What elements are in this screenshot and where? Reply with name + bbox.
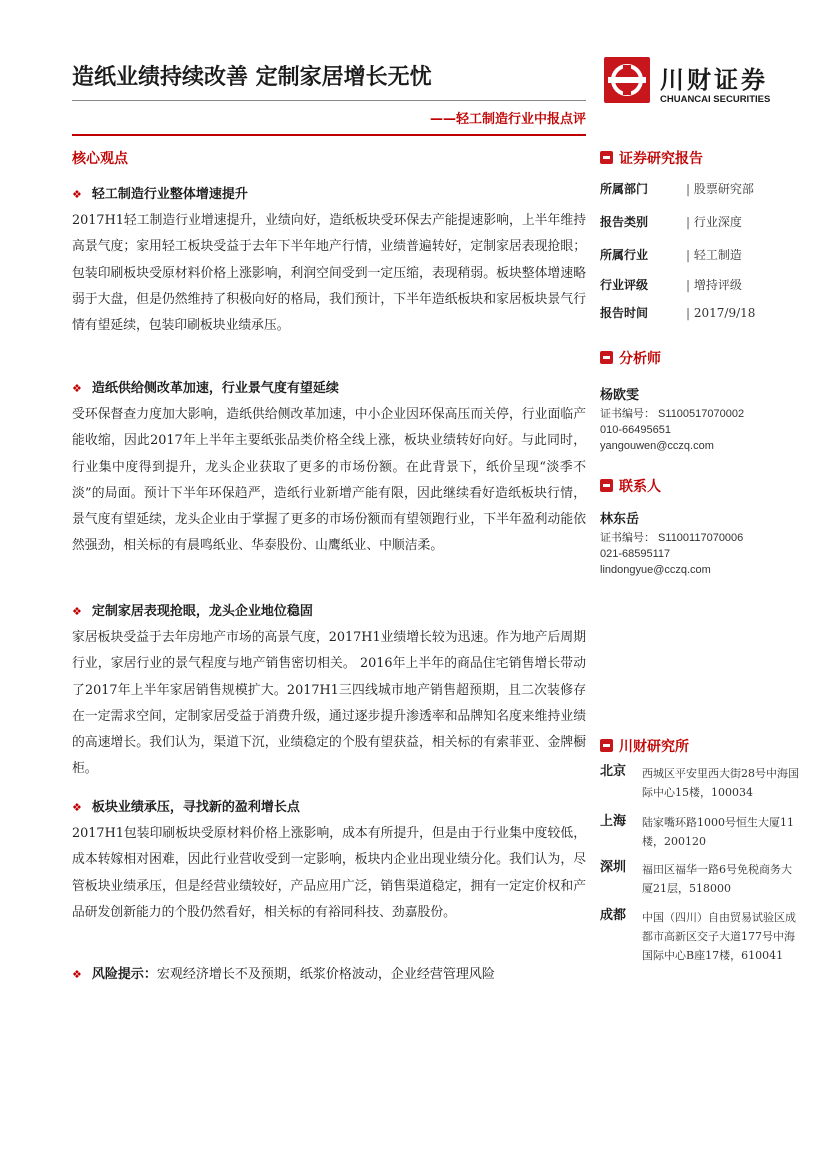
- report-title: 造纸业绩持续改善 定制家居增长无忧: [72, 65, 432, 90]
- risk-warning: ❖ 风险提示：宏观经济增长不及预期，纸浆价格波动，企业经营管理风险: [72, 967, 495, 982]
- analyst-phone: 010-66495651: [600, 424, 671, 436]
- analyst-cert: 证书编号： S1100517070002: [600, 408, 745, 420]
- info-row-industry: 所属行业| 轻工制造: [600, 246, 800, 263]
- contact-phone: 021-68595117: [600, 548, 671, 560]
- logo-english-name: CHUANCAI SECURITIES: [660, 94, 771, 105]
- section-heading: ❖ 轻工制造行业整体增速提升: [72, 187, 248, 202]
- section-heading: ❖ 造纸供给侧改革加速，行业景气度有望延续: [72, 381, 339, 396]
- office-city: 成都: [600, 908, 627, 923]
- info-row-rating: 行业评级| 增持评级: [600, 276, 800, 293]
- section-marker-icon: [600, 351, 613, 364]
- risk-text: 宏观经济增长不及预期，纸浆价格波动，企业经营管理风险: [156, 967, 495, 982]
- office-address: 陆家嘴环路1000号恒生大厦11楼，200120: [642, 816, 794, 848]
- header-rule: [72, 134, 586, 136]
- section-marker-icon: [600, 479, 613, 492]
- contact-cert: 证书编号： S1100117070006: [600, 532, 744, 544]
- info-row-category: 报告类别| 行业深度: [600, 213, 800, 230]
- section-body: 家居板块受益于去年房地产市场的高景气度，2017H1业绩增长较为迅速。作为地产后周期行业，家居行业的景气程度与地产销售密切相关。 2016年上半年的商品住宅销售增长带动了2017年上半年家居销售规模扩大。2017H1三四线城市地产销售超预期，且二次装修存在一定需求空间，定制家居受益于消费升级，通过逐步提升渗透率和品牌知名度来维持业绩的高速增长。我们认为，渠道下沉，业绩稳定的个股有望获益，相关标的有索菲亚、金牌橱柜。: [72, 630, 586, 777]
- analyst-card: [600, 386, 744, 454]
- contact-heading: 联系人: [600, 476, 661, 496]
- section-marker-icon: [600, 151, 613, 164]
- analyst-name: 杨欧雯: [600, 388, 640, 403]
- diamond-bullet-icon: ❖: [72, 605, 82, 618]
- diamond-bullet-icon: ❖: [72, 188, 82, 201]
- info-row-department: 所属部门| 股票研究部: [600, 180, 800, 197]
- office-address: 中国（四川）自由贸易试验区成都市高新区交子大道177号中海国际中心B座17楼，610041: [642, 911, 796, 962]
- chuancai-logo-icon: [604, 57, 650, 103]
- section-body: 受环保督查力度加大影响，造纸供给侧改革加速，中小企业因环保高压而关停，行业面临产能收缩，因此2017年上半年主要纸张品类价格全线上涨，板块业绩转好向好。与此同时，行业集中度得到提升，龙头企业获取了更多的市场份额。在此背景下，纸价呈现“淡季不淡”的局面。预计下半年环保趋严，造纸行业新增产能有限，因此继续看好造纸板块行情，景气度有望延续，龙头企业由于掌握了更多的市场份额而有望领跑行业，下半年盈利动能依然强劲，相关标的有晨鸣纸业、华泰股份、山鹰纸业、中顺洁柔。: [72, 407, 586, 554]
- contact-card: [600, 510, 743, 578]
- section-body: 2017H1包装印刷板块受原材料价格上涨影响，成本有所提升，但是由于行业集中度较低，成本转嫁相对困难，因此行业营收受到一定影响，板块内企业出现业绩分化。我们认为，尽管板块业绩承压，但是经营业绩较好，产品应用广泛，销售渠道稳定，拥有一定定价权和产品研发创新能力的个股仍然看好，相关标的有裕同科技、劲嘉股份。: [72, 826, 586, 920]
- diamond-bullet-icon: ❖: [72, 968, 82, 981]
- report-type-heading: 证券研究报告: [600, 148, 703, 168]
- office-city: 深圳: [600, 860, 627, 875]
- section-marker-icon: [600, 739, 613, 752]
- info-row-date: 报告时间| 2017/9/18: [600, 304, 800, 321]
- diamond-bullet-icon: ❖: [72, 382, 82, 395]
- office-address: 福田区福华一路6号免税商务大厦21层，518000: [642, 863, 792, 895]
- contact-email[interactable]: lindongyue@cczq.com: [600, 564, 711, 576]
- institute-heading: 川财研究所: [600, 736, 689, 756]
- analyst-heading: 分析师: [600, 348, 661, 368]
- core-view-heading: 核心观点: [72, 151, 128, 167]
- section-body: 2017H1轻工制造行业增速提升，业绩向好，造纸板块受环保去产能提速影响，上半年维持高景气度；家用轻工板块受益于去年下半年地产行情，业绩普遍转好，定制家居表现抢眼；包装印刷板块受原材料价格上涨影响，利润空间受到一定压缩，表现稍弱。板块整体增速略弱于大盘，但是仍然维持了积极向好的格局，我们预计，下半年造纸板块和家居板块景气行情有望延续，包装印刷板块业绩承压。: [72, 213, 586, 334]
- section-heading: ❖ 板块业绩承压，寻找新的盈利增长点: [72, 800, 300, 815]
- office-city: 北京: [600, 764, 627, 779]
- section-heading: ❖ 定制家居表现抢眼，龙头企业地位稳固: [72, 604, 313, 619]
- contact-name: 林东岳: [600, 512, 640, 527]
- diamond-bullet-icon: ❖: [72, 801, 82, 814]
- logo-chinese-name: 川财证券: [660, 66, 768, 94]
- office-address: 西城区平安里西大街28号中海国际中心15楼，100034: [642, 767, 799, 799]
- analyst-email[interactable]: yangouwen@cczq.com: [600, 440, 714, 452]
- report-subtitle: ——轻工制造行业中报点评: [429, 112, 586, 127]
- title-divider: [72, 100, 586, 101]
- office-city: 上海: [600, 814, 627, 829]
